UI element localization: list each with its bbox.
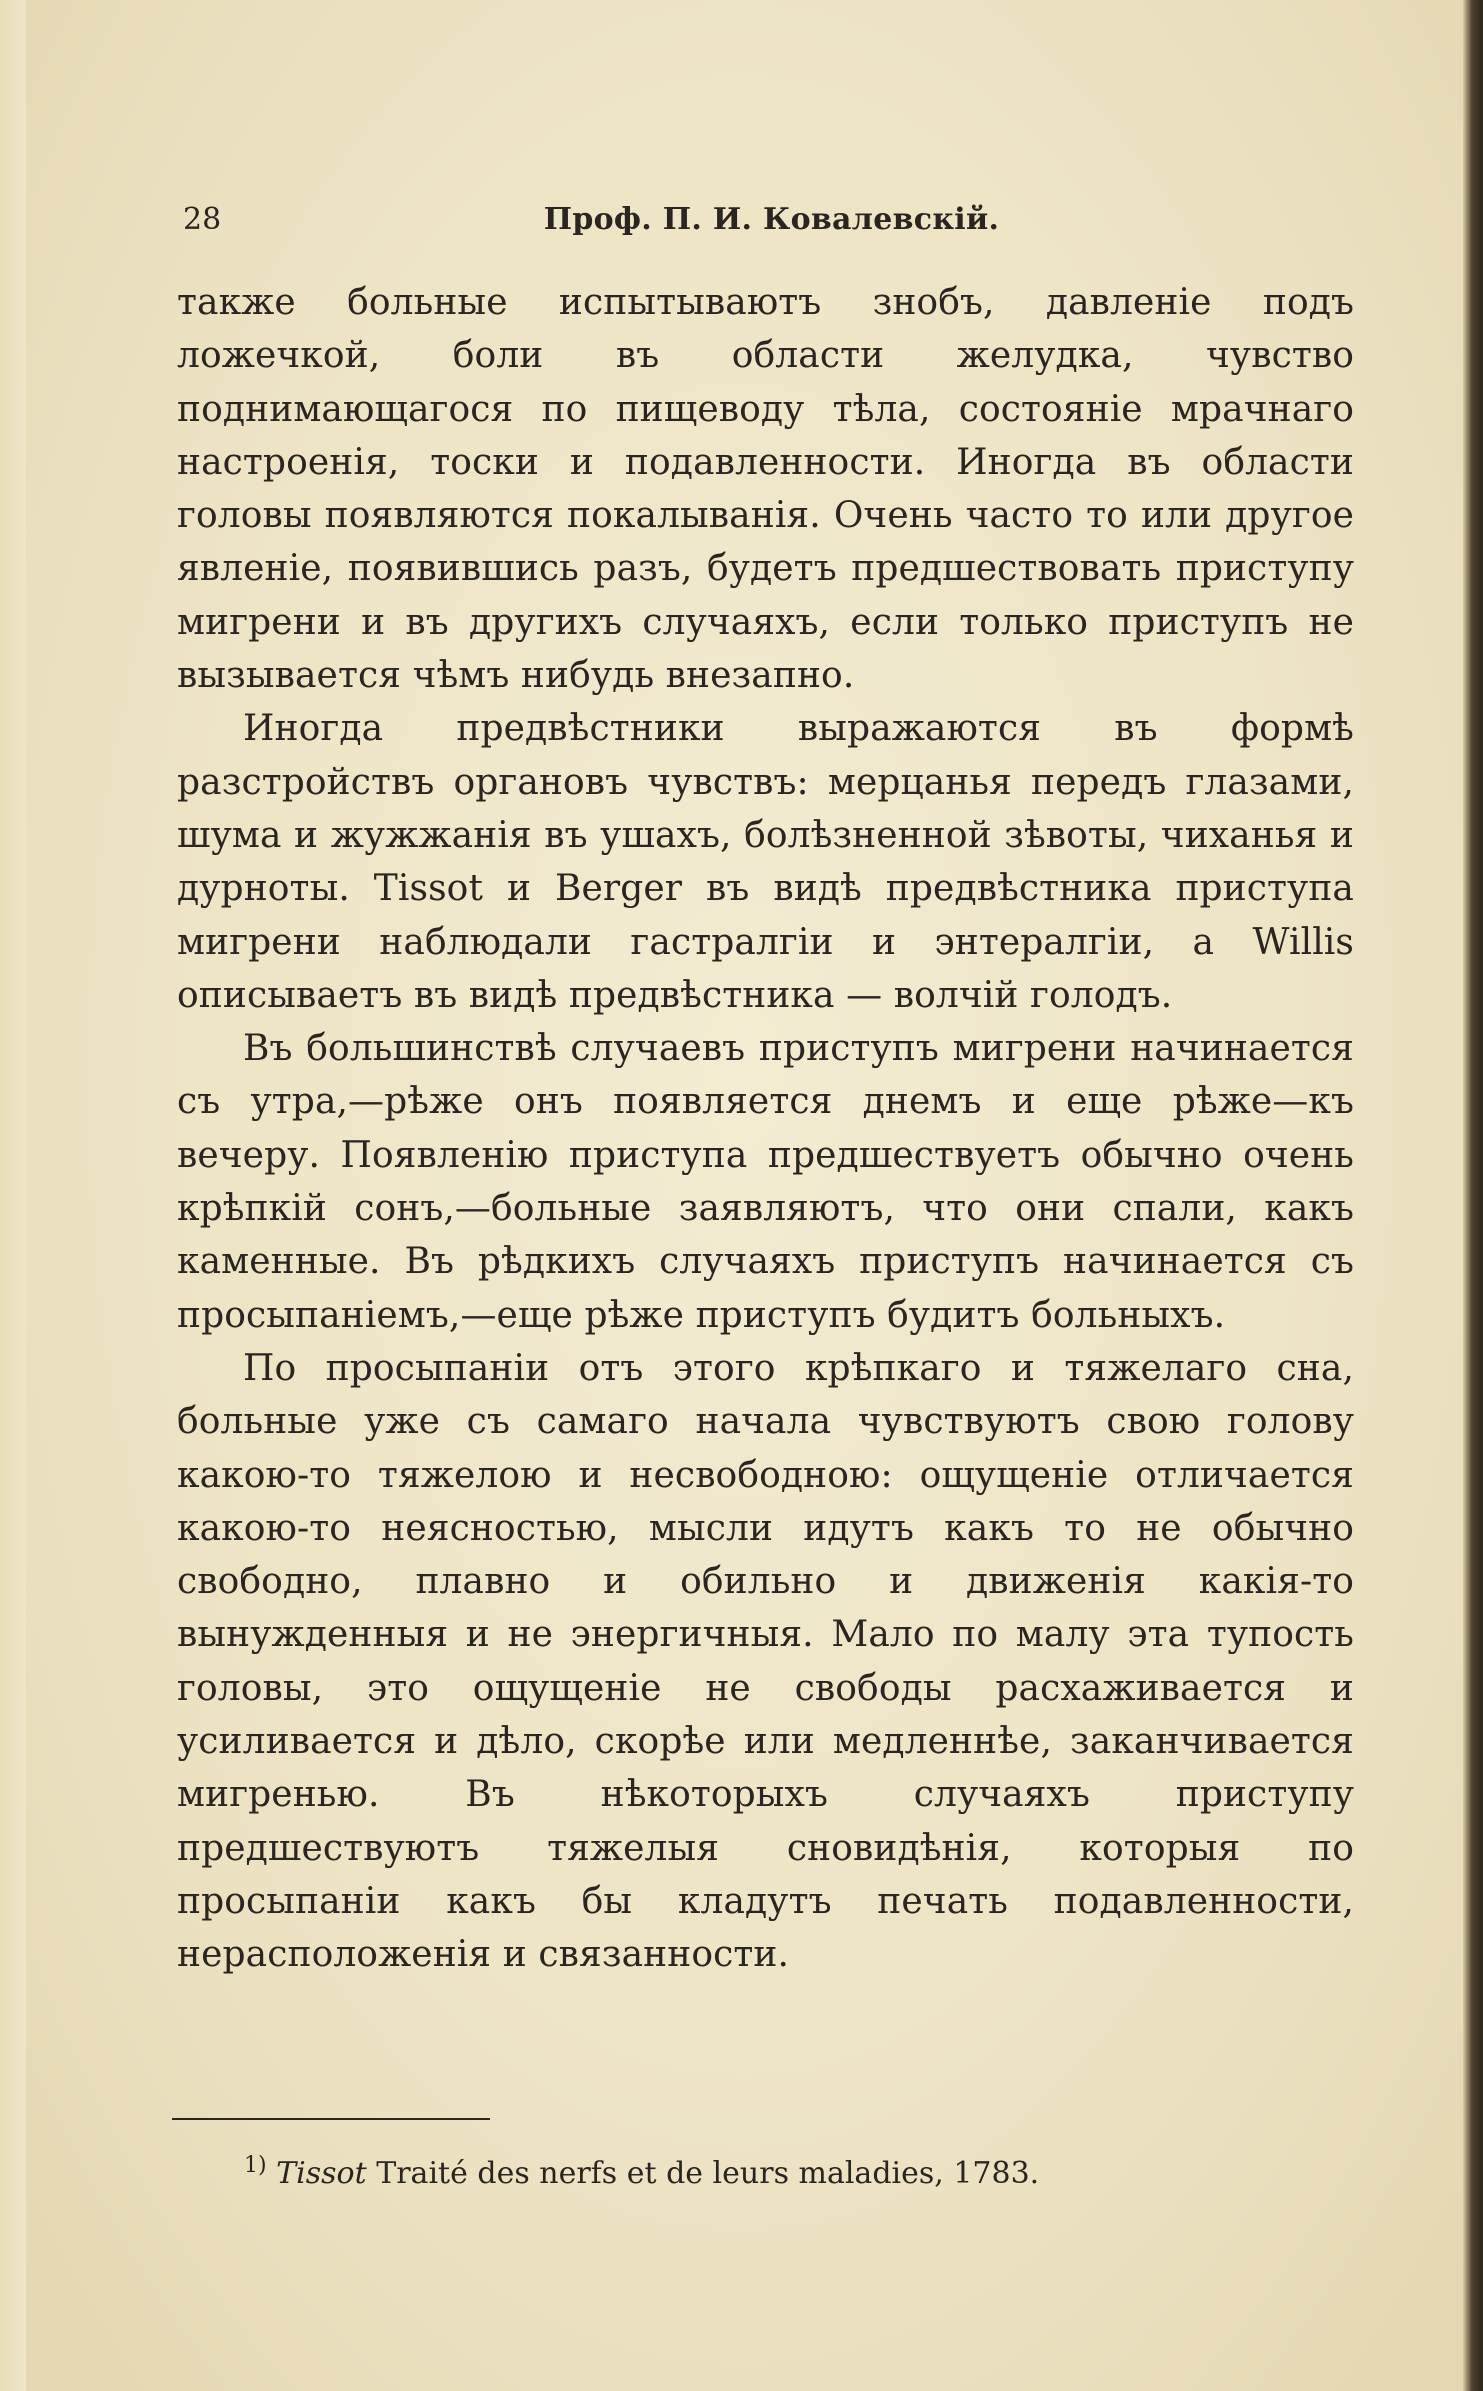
paragraph-awakening: По просыпаніи отъ этого крѣпкаго и тяжелаго сна, больные уже съ самаго начала чувствуютъ свою голову какою-то тяжелою и несвободною: ощущеніе отличается какою-то неясностью, мысли идутъ какъ то не обычно свободно, плавно и обильно и движенія какія-то вынужденныя и не энергичныя. Мало по малу эта тупость головы, это ощущеніе не свободы расхаживается и усиливается и дѣло, скорѣе или медленнѣе, заканчивается мигренью. Въ нѣкоторыхъ случаяхъ приступу предшествуютъ тяжелыя сновидѣнія, которыя по просыпаніи какъ бы кладутъ печать подавленности, нерасположенія и связанности. <box>177 1347 1354 1976</box>
footnote-author: Tissot <box>276 2156 367 2191</box>
page-number: 28 <box>183 202 222 237</box>
footnote <box>244 2150 1354 2198</box>
body-text <box>177 276 1354 1982</box>
footnote-divider <box>172 2118 490 2120</box>
page-header <box>183 196 1360 246</box>
paragraph-continuation: также больные испытываютъ знобъ, давленіе подъ ложечкой, боли въ области желудка, чувство поднимающагося по пищеводу тѣла, состояніе мрачнаго настроенія, тоски и подавленности. Иногда въ области головы появляются покалыванія. Очень часто то или другое явленіе, появившись разъ, будетъ предшествовать приступу мигрени и въ другихъ случаяхъ, если только приступъ не вызывается чѣмъ нибудь внезапно. <box>177 282 1354 697</box>
page-left-edge <box>0 0 26 2391</box>
paragraph-onset-time: Въ большинствѣ случаевъ приступъ мигрени начинается съ утра,—рѣже онъ появляется днемъ и еще рѣже—къ вечеру. Появленію приступа предшествуетъ обычно очень крѣпкій сонъ,—больные заявляютъ, что они спали, какъ каменные. Въ рѣдкихъ случаяхъ приступъ начинается съ просыпаніемъ,—еще рѣже приступъ будитъ больныхъ. <box>177 1028 1354 1336</box>
running-head: Проф. П. И. Ковалевскій. <box>543 202 1000 237</box>
footnote-text: Traité des nerfs et de leurs maladies, 1783. <box>376 2156 1040 2191</box>
page-binding-edge <box>1463 0 1483 2391</box>
paragraph-precursors: Иногда предвѣстники выражаются въ формѣ разстройствъ органовъ чувствъ: мерцанья передъ глазами, шума и жужжанія въ ушахъ, болѣзненной зѣвоты, чиханья и дурноты. Tissot и Berger въ видѣ предвѣстника приступа мигрени наблюдали гастралгіи и энтералгіи, а Willis описываетъ въ видѣ предвѣстника — волчій голодъ. <box>177 708 1354 1016</box>
footnote-marker: 1) <box>244 2153 267 2178</box>
